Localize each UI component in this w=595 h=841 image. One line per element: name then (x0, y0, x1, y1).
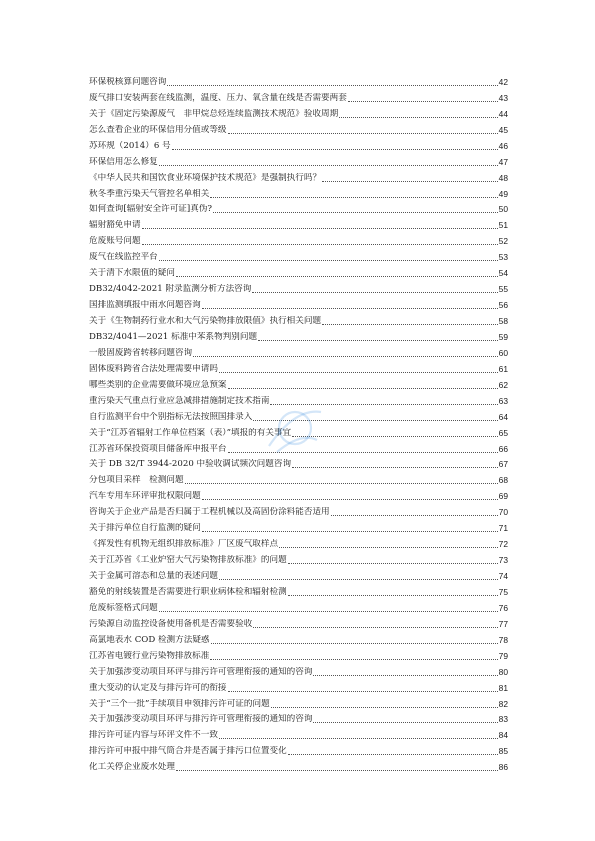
toc-leader-dots (339, 116, 497, 118)
toc-entry-page-number: 58 (498, 316, 508, 326)
toc-leader-dots (279, 546, 498, 548)
toc-entry-title: 江苏省环保投资项目储备库申报平台 (89, 443, 227, 454)
toc-entry-title: 重大变动的认定及与排污许可的衔接 (89, 682, 227, 693)
toc-entry-page-number: 64 (498, 411, 508, 422)
toc-entry-page-number: 55 (498, 284, 508, 295)
toc-entry-title: 关于 DB 32/T 3944-2020 中验收调试频次问题咨询 (89, 459, 292, 470)
toc-entry-page-number: 65 (498, 427, 508, 438)
toc-entry[interactable] (89, 120, 508, 136)
toc-entry-page-number: 53 (498, 252, 508, 263)
toc-leader-dots (288, 562, 498, 564)
toc-leader-dots (313, 721, 497, 723)
toc-entry[interactable] (89, 662, 508, 678)
toc-leader-dots (228, 387, 498, 389)
toc-entry[interactable] (89, 598, 508, 614)
toc-leader-dots (211, 642, 498, 644)
toc-leader-dots (219, 737, 498, 739)
toc-entry[interactable] (89, 152, 508, 168)
toc-entry[interactable] (89, 343, 508, 359)
toc-entry-title: 《中华人民共和国饮食业环境保护技术规范》是强制执行吗？ (89, 172, 322, 183)
toc-entry-page-number: 62 (498, 379, 508, 390)
toc-entry[interactable] (89, 486, 508, 502)
toc-entry-title: 环保信用怎么修复 (89, 156, 158, 167)
toc-entry-page-number: 69 (498, 491, 508, 502)
toc-entry-title: 怎么查看企业的环保信用分值或等级 (89, 124, 227, 135)
toc-entry-page-number: 79 (498, 650, 508, 661)
toc-entry[interactable] (89, 200, 508, 216)
toc-leader-dots (193, 355, 498, 357)
toc-entry-page-number: 44 (498, 108, 508, 119)
toc-entry-page-number: 60 (498, 347, 508, 358)
toc-entry-page-number: 67 (498, 459, 508, 470)
toc-entry[interactable] (89, 470, 508, 486)
toc-entry-title: 高氯地表水 COD 检测方法疑惑 (89, 634, 210, 645)
toc-entry-page-number: 66 (498, 443, 508, 454)
toc-entry-title: 污染源自动监控设备使用备机是否需要验收 (89, 618, 253, 629)
toc-leader-dots (258, 339, 498, 341)
toc-leader-dots (219, 371, 498, 373)
toc-entry[interactable] (89, 407, 508, 423)
toc-entry-page-number: 50 (498, 204, 508, 215)
toc-leader-dots (288, 594, 498, 596)
toc-entry-page-number: 42 (498, 76, 508, 87)
toc-leader-dots (202, 498, 498, 500)
toc-entry-page-number: 75 (498, 586, 508, 597)
toc-entry-page-number: 47 (498, 156, 508, 167)
toc-entry-title: 废气排口安装两套在线监测，温度、压力、氧含量在线是否需要两套 (89, 92, 347, 103)
toc-entry-page-number: 83 (498, 714, 508, 725)
toc-entry-page-number: 82 (498, 698, 508, 709)
toc-entry-title: 环保税核算问题咨询 (89, 76, 167, 87)
toc-entry-title: 《挥发性有机物无组织排放标准》厂区废气取样点 (89, 539, 279, 550)
toc-leader-dots (253, 419, 497, 421)
toc-entry-page-number: 81 (498, 682, 508, 693)
toc-leader-dots (142, 227, 498, 229)
toc-leader-dots (292, 466, 498, 468)
toc-entry-title: 江苏省电镀行业污染物排放标准 (89, 650, 210, 661)
toc-entry[interactable] (89, 710, 508, 726)
toc-leader-dots (210, 658, 497, 660)
toc-entry-page-number: 59 (498, 331, 508, 342)
toc-entry-page-number: 73 (498, 555, 508, 566)
toc-entry-title: 如何查询[辐射安全许可证]真伪? (89, 204, 213, 215)
toc-entry-title: 重污染天气重点行业应急减排措施制定技术指南 (89, 395, 270, 406)
toc-leader-dots (322, 323, 498, 325)
toc-entry-page-number: 46 (498, 140, 508, 151)
toc-entry[interactable] (89, 279, 508, 295)
toc-leader-dots (202, 530, 498, 532)
toc-entry[interactable] (89, 72, 508, 88)
toc-entry[interactable] (89, 104, 508, 120)
toc-entry-title: 自行监测平台中个别指标无法按照国排录入 (89, 411, 253, 422)
toc-leader-dots (219, 578, 498, 580)
toc-entry-page-number: 48 (498, 172, 508, 183)
toc-entry[interactable] (89, 566, 508, 582)
toc-entry-page-number: 84 (498, 730, 508, 741)
toc-entry-title: 关于金属可溶态和总量的表述问题 (89, 571, 218, 581)
toc-leader-dots (210, 196, 497, 198)
toc-entry-title: 固体废料跨省合法处理需要申请吗 (89, 363, 218, 374)
toc-entry-title: 化工关停企业废水处理 (89, 762, 175, 773)
toc-entry-title: 关于“江苏省辐射工作单位档案（表）”填报的有关事宜 (89, 427, 292, 438)
toc-entry-title: 危废标签格式问题 (89, 602, 158, 613)
toc-entry-page-number: 77 (498, 618, 508, 629)
toc-entry-page-number: 68 (498, 475, 508, 486)
toc-leader-dots (228, 690, 498, 692)
toc-leader-dots (159, 610, 498, 612)
toc-leader-dots (271, 706, 498, 708)
toc-entry[interactable] (89, 311, 508, 327)
toc-entry[interactable] (89, 423, 508, 439)
toc-leader-dots (348, 100, 498, 102)
toc-entry[interactable] (89, 295, 508, 311)
toc-entry[interactable] (89, 741, 508, 757)
toc-entry-page-number: 85 (498, 746, 508, 757)
toc-entry-title: 豁免的射线装置是否需要进行职业病体检和辐射检测 (89, 586, 287, 597)
toc-entry-title: 分包项目采样 检测问题 (89, 475, 184, 486)
toc-entry-title: 关于《固定污染源废气 非甲烷总烃连续监测技术规范》验收周期 (89, 108, 339, 119)
toc-entry-title: 关于江苏省《工业炉窑大气污染物排放标准》的问题 (89, 555, 287, 566)
toc-leader-dots (159, 259, 498, 261)
toc-leader-dots (252, 291, 497, 293)
toc-entry[interactable] (89, 359, 508, 375)
toc-entry-title: 汽车专用车环评审批权限问题 (89, 491, 201, 502)
toc-entry-title: 关于加强涉变动项目环评与排污许可管理衔接的通知的咨询 (89, 666, 313, 677)
toc-entry-page-number: 43 (498, 92, 508, 103)
toc-entry-page-number: 76 (498, 602, 508, 613)
toc-entry-page-number: 51 (498, 220, 508, 231)
toc-entry[interactable] (89, 375, 508, 391)
toc-entry-page-number: 61 (498, 363, 508, 374)
toc-entry[interactable] (89, 757, 508, 773)
toc-entry[interactable] (89, 646, 508, 662)
toc-leader-dots (292, 435, 498, 437)
toc-entry-title: 危废账号问题 (89, 236, 141, 247)
toc-entry-title: 一般固废跨省转移问题咨询 (89, 347, 193, 358)
toc-leader-dots (176, 275, 498, 277)
toc-leader-dots (172, 148, 498, 150)
toc-leader-dots (159, 164, 498, 166)
toc-leader-dots (228, 451, 498, 453)
toc-entry-title: 咨询关于企业产品是否归属于工程机械以及高固份涂料能否适用 (89, 507, 330, 518)
toc-entry[interactable] (89, 391, 508, 407)
toc-entry-title: 关于清下水限值的疑问 (89, 268, 175, 279)
toc-entry[interactable] (89, 247, 508, 263)
toc-leader-dots (176, 769, 498, 771)
toc-entry-title: 国排监测填报中雨水问题咨询 (89, 300, 201, 311)
toc-leader-dots (185, 482, 498, 484)
toc-entry-page-number: 63 (498, 395, 508, 406)
toc-entry[interactable] (89, 678, 508, 694)
toc-entry-title: DB32/4041—2021 标准中苯系物判别问题 (89, 331, 258, 342)
toc-leader-dots (213, 211, 498, 213)
toc-entry[interactable] (89, 88, 508, 104)
toc-leader-dots (288, 753, 498, 755)
toc-entry-title: 关于加强涉变动项目环评与排污许可管理衔接的通知的咨询 (89, 714, 313, 725)
toc-entry[interactable] (89, 327, 508, 343)
toc-leader-dots (270, 403, 497, 405)
toc-entry[interactable] (89, 534, 508, 550)
toc-leader-dots (228, 132, 498, 134)
toc-entry-title: 秋冬季重污染天气管控名单相关 (89, 188, 210, 199)
toc-entry-title: 排污许可证内容与环评文件不一致 (89, 730, 218, 741)
toc-entry-title: 排污许可申报中排气筒合并是否属于排污口位置变化 (89, 746, 287, 757)
toc-leader-dots (167, 84, 497, 86)
toc-entry-page-number: 52 (498, 236, 508, 247)
toc-entry[interactable] (89, 518, 508, 534)
toc-entry[interactable] (89, 184, 508, 200)
toc-entry-title: 哪些类别的企业需要做环境应急预案 (89, 379, 227, 390)
toc-entry-title: DB32/4042-2021 附录监测分析方法咨询 (89, 284, 252, 295)
toc-entry[interactable] (89, 215, 508, 231)
toc-entry[interactable] (89, 725, 508, 741)
toc-leader-dots (331, 514, 498, 516)
toc-leader-dots (313, 674, 497, 676)
toc-entry[interactable] (89, 231, 508, 247)
toc-leader-dots (322, 180, 498, 182)
toc-entry-page-number: 70 (498, 507, 508, 518)
toc-entry[interactable] (89, 614, 508, 630)
toc-entry-title: 关于“三个一批”手续项目申领排污许可证的问题 (89, 698, 270, 709)
toc-entry[interactable] (89, 168, 508, 184)
toc-entry-page-number: 80 (498, 666, 508, 677)
toc-entry[interactable] (89, 136, 508, 152)
table-of-contents (89, 72, 508, 773)
toc-entry-title: 废气在线监控平台 (89, 252, 158, 263)
toc-entry-page-number: 71 (498, 523, 508, 534)
toc-entry[interactable] (89, 550, 508, 566)
toc-entry-page-number: 56 (498, 300, 508, 311)
toc-leader-dots (253, 626, 497, 628)
toc-entry[interactable] (89, 502, 508, 518)
toc-entry-page-number: 86 (498, 762, 508, 773)
toc-entry-title: 苏环规（2014）6 号 (89, 140, 171, 151)
toc-entry[interactable] (89, 439, 508, 455)
toc-entry[interactable] (89, 582, 508, 598)
toc-entry-page-number: 74 (498, 571, 508, 581)
toc-entry-title: 关于排污单位自行监测的疑问 (89, 523, 201, 534)
toc-leader-dots (142, 243, 498, 245)
toc-entry-page-number: 54 (498, 268, 508, 279)
toc-entry-page-number: 78 (498, 634, 508, 645)
toc-entry-page-number: 49 (498, 188, 508, 199)
toc-entry-title: 关于《生物制药行业水和大气污染物排放限值》执行相关问题 (89, 316, 322, 326)
toc-entry[interactable] (89, 630, 508, 646)
toc-entry-title: 辐射豁免申请 (89, 220, 141, 231)
toc-entry[interactable] (89, 455, 508, 471)
toc-leader-dots (202, 307, 498, 309)
toc-entry[interactable] (89, 263, 508, 279)
toc-entry-page-number: 72 (498, 539, 508, 550)
toc-entry-page-number: 45 (498, 124, 508, 135)
toc-entry[interactable] (89, 694, 508, 710)
